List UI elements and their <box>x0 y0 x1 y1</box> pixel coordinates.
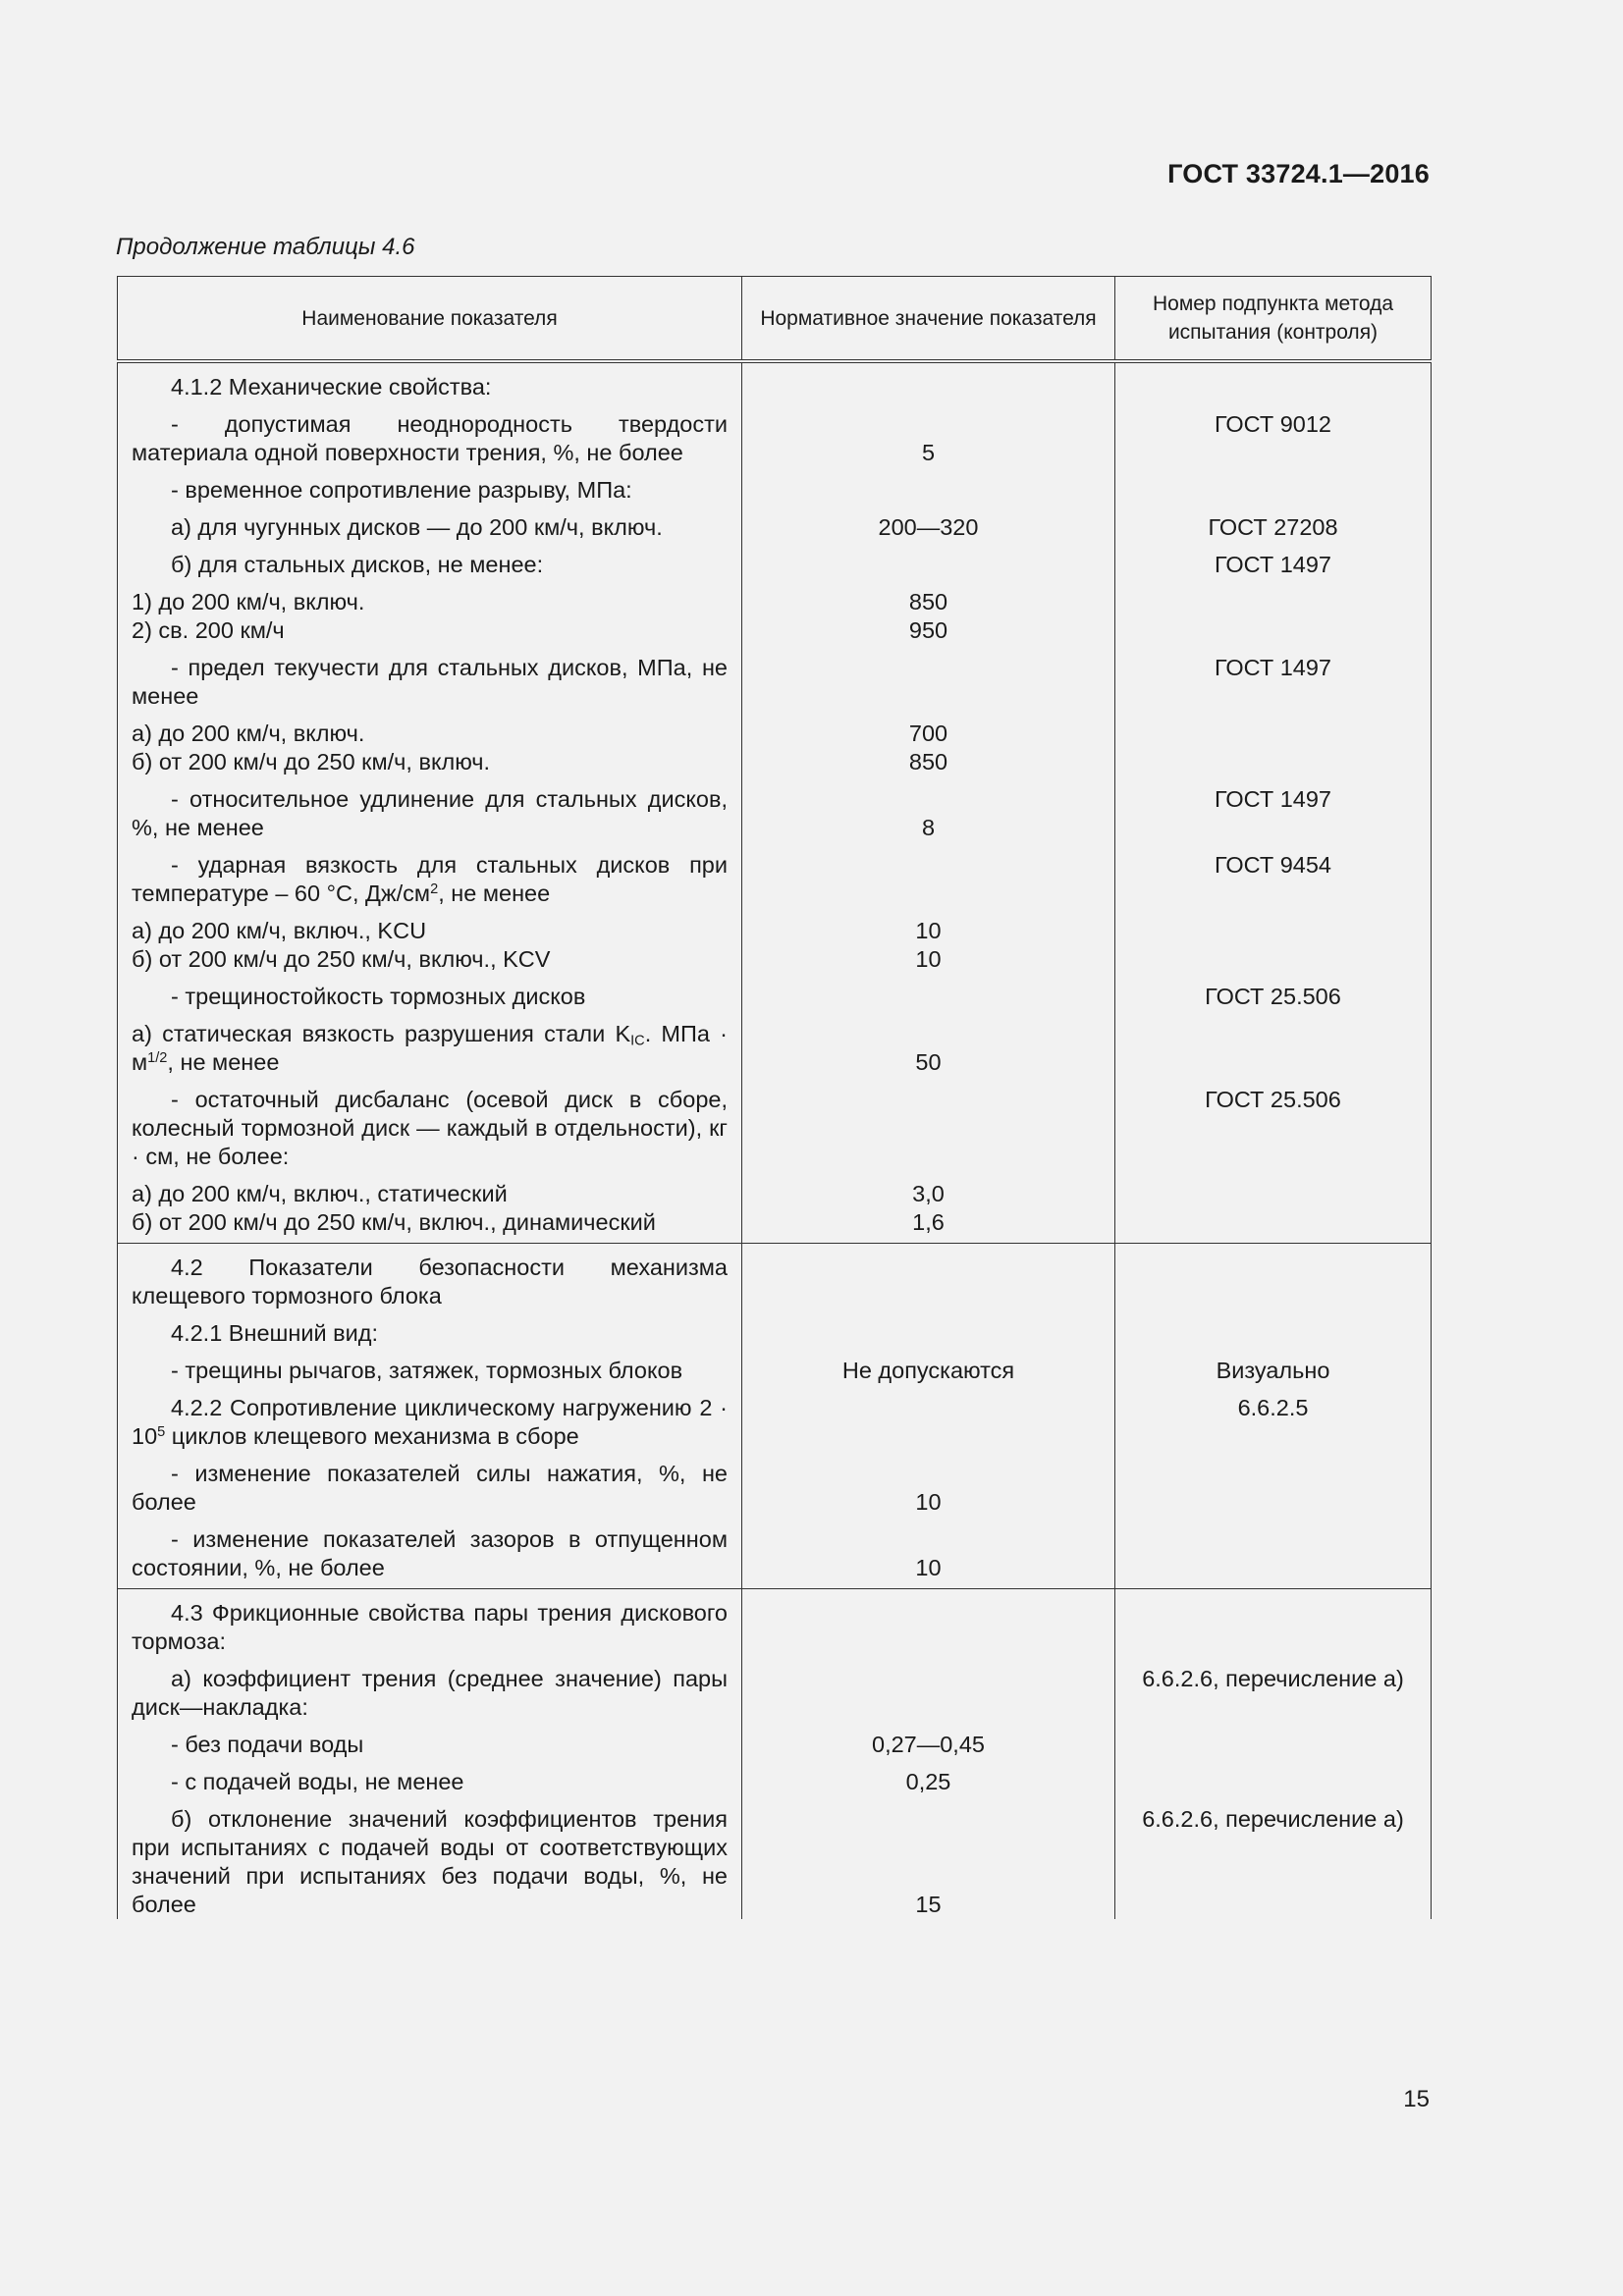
cell-method <box>1115 579 1432 616</box>
table-row <box>118 1011 1432 1077</box>
cell-name: б) для стальных дисков, не менее: <box>118 542 742 579</box>
cell-value: 10 <box>742 1517 1115 1589</box>
column-header-value: Нормативное значение показателя <box>742 277 1115 362</box>
cell-value: 10 <box>742 908 1115 945</box>
cell-method: ГОСТ 9012 <box>1115 401 1432 467</box>
cell-method <box>1115 1759 1432 1796</box>
table-group-4-1-2 <box>118 361 1432 1244</box>
cell-value <box>742 1385 1115 1451</box>
cell-value: 700 <box>742 711 1115 748</box>
cell-value: 1,6 <box>742 1208 1115 1244</box>
column-header-name: Наименование показателя <box>118 277 742 362</box>
table-row <box>118 945 1432 974</box>
cell-method <box>1115 945 1432 974</box>
cell-name: а) до 200 км/ч, включ., статический <box>118 1171 742 1208</box>
cell-name: 4.2 Показатели безопасности механизма клещевого тормозного блока <box>118 1244 742 1311</box>
cell-method <box>1115 1722 1432 1759</box>
cell-method <box>1115 1517 1432 1589</box>
cell-value: 0,25 <box>742 1759 1115 1796</box>
table-row <box>118 1722 1432 1759</box>
table-row <box>118 1171 1432 1208</box>
cell-method <box>1115 1171 1432 1208</box>
cell-method <box>1115 1589 1432 1657</box>
standard-designation: ГОСТ 33724.1—2016 <box>1167 159 1430 188</box>
cell-name: - допустимая неоднородность твердости материала одной поверхности трения, %, не более <box>118 401 742 467</box>
properties-table <box>117 276 1432 1919</box>
cell-value: 0,27—0,45 <box>742 1722 1115 1759</box>
cell-name: - изменение показателей силы нажатия, %, не более <box>118 1451 742 1517</box>
cell-name: 1) до 200 км/ч, включ. <box>118 579 742 616</box>
cell-name: б) от 200 км/ч до 250 км/ч, включ. <box>118 748 742 776</box>
table-row <box>118 467 1432 505</box>
table-row <box>118 1077 1432 1171</box>
cell-name: - с подачей воды, не менее <box>118 1759 742 1796</box>
table-row <box>118 1656 1432 1722</box>
cell-method <box>1115 1310 1432 1348</box>
cell-value: 50 <box>742 1011 1115 1077</box>
table-row <box>118 645 1432 711</box>
cell-name: 4.3 Фрикционные свойства пары трения дискового тормоза: <box>118 1589 742 1657</box>
cell-value: 950 <box>742 616 1115 645</box>
cell-name: - остаточный дисбаланс (осевой диск в сборе, колесный тормозной диск — каждый в отдельности), кг · см, не более: <box>118 1077 742 1171</box>
table-row <box>118 1310 1432 1348</box>
cell-value: 8 <box>742 776 1115 842</box>
cell-name: - предел текучести для стальных дисков, МПа, не менее <box>118 645 742 711</box>
table-row <box>118 505 1432 542</box>
table-row <box>118 542 1432 579</box>
cell-name: б) отклонение значений коэффициентов трения при испытаниях с подачей воды от соответствующих значений при испытаниях без подачи воды, %, не более <box>118 1796 742 1919</box>
cell-name: - трещины рычагов, затяжек, тормозных блоков <box>118 1348 742 1385</box>
cell-value <box>742 974 1115 1011</box>
table-row <box>118 974 1432 1011</box>
cell-value: 850 <box>742 748 1115 776</box>
cell-method <box>1115 748 1432 776</box>
table-row <box>118 748 1432 776</box>
cell-method: Визуально <box>1115 1348 1432 1385</box>
table-caption: Продолжение таблицы 4.6 <box>116 234 415 260</box>
cell-value: 850 <box>742 579 1115 616</box>
cell-method <box>1115 711 1432 748</box>
cell-method: ГОСТ 1497 <box>1115 542 1432 579</box>
cell-value <box>742 1077 1115 1171</box>
column-header-method: Номер подпункта метода испытания (контроля) <box>1115 277 1432 362</box>
table-row <box>118 579 1432 616</box>
cell-value: 10 <box>742 945 1115 974</box>
cell-value: 15 <box>742 1796 1115 1919</box>
cell-name: а) коэффициент трения (среднее значение) пары диск—накладка: <box>118 1656 742 1722</box>
table-row <box>118 1244 1432 1311</box>
table-row <box>118 842 1432 908</box>
cell-method: ГОСТ 1497 <box>1115 645 1432 711</box>
cell-method: 6.6.2.6, перечисление а) <box>1115 1796 1432 1919</box>
cell-name: - временное сопротивление разрыву, МПа: <box>118 467 742 505</box>
cell-method: ГОСТ 9454 <box>1115 842 1432 908</box>
table-header-row <box>118 277 1432 362</box>
cell-method <box>1115 1011 1432 1077</box>
cell-name: 4.2.2 Сопротивление циклическому нагружению $2 \cdot 10^5$ циклов клещевого механизма в сборе <box>118 1385 742 1451</box>
table-row <box>118 908 1432 945</box>
cell-name: а) до 200 км/ч, включ., KCU <box>118 908 742 945</box>
cell-name: - без подачи воды <box>118 1722 742 1759</box>
table-row <box>118 1589 1432 1657</box>
cell-value <box>742 361 1115 401</box>
table-row <box>118 1796 1432 1919</box>
cell-method <box>1115 1451 1432 1517</box>
cell-value <box>742 842 1115 908</box>
table-row <box>118 616 1432 645</box>
cell-name: а) для чугунных дисков — до 200 км/ч, включ. <box>118 505 742 542</box>
cell-value <box>742 467 1115 505</box>
cell-name: а) статическая вязкость разрушения стали $K_{IC}$. МПа · $м^{1/2}$, не менее <box>118 1011 742 1077</box>
table-row <box>118 1517 1432 1589</box>
cell-method: ГОСТ 27208 <box>1115 505 1432 542</box>
cell-value: 10 <box>742 1451 1115 1517</box>
table-row <box>118 401 1432 467</box>
cell-method: 6.6.2.6, перечисление а) <box>1115 1656 1432 1722</box>
page-number: 15 <box>1403 2086 1430 2112</box>
cell-value <box>742 1310 1115 1348</box>
table-row <box>118 1385 1432 1451</box>
cell-value <box>742 1656 1115 1722</box>
cell-name: - относительное удлинение для стальных дисков, %, не менее <box>118 776 742 842</box>
table-row <box>118 361 1432 401</box>
table-row <box>118 1759 1432 1796</box>
cell-value <box>742 645 1115 711</box>
table-group-4-2 <box>118 1244 1432 1589</box>
cell-name: - ударная вязкость для стальных дисков при температуре – 60 °С, $Дж/см^2$, не менее <box>118 842 742 908</box>
table-group-4-3 <box>118 1589 1432 1920</box>
cell-value <box>742 542 1115 579</box>
cell-method <box>1115 1244 1432 1311</box>
cell-method: ГОСТ 1497 <box>1115 776 1432 842</box>
cell-name: 4.1.2 Механические свойства: <box>118 361 742 401</box>
cell-value <box>742 1589 1115 1657</box>
cell-name: - трещиностойкость тормозных дисков <box>118 974 742 1011</box>
cell-method <box>1115 467 1432 505</box>
table-row <box>118 1208 1432 1244</box>
table-row <box>118 711 1432 748</box>
cell-name: б) от 200 км/ч до 250 км/ч, включ., KCV <box>118 945 742 974</box>
cell-name: б) от 200 км/ч до 250 км/ч, включ., динамический <box>118 1208 742 1244</box>
cell-name: а) до 200 км/ч, включ. <box>118 711 742 748</box>
cell-method: ГОСТ 25.506 <box>1115 1077 1432 1171</box>
cell-method <box>1115 908 1432 945</box>
cell-method <box>1115 1208 1432 1244</box>
cell-value: 5 <box>742 401 1115 467</box>
cell-name: 4.2.1 Внешний вид: <box>118 1310 742 1348</box>
cell-method <box>1115 361 1432 401</box>
cell-value: 200—320 <box>742 505 1115 542</box>
cell-value <box>742 1244 1115 1311</box>
cell-value: Не допускаются <box>742 1348 1115 1385</box>
table-row <box>118 1451 1432 1517</box>
cell-method: 6.6.2.5 <box>1115 1385 1432 1451</box>
cell-name: 2) св. 200 км/ч <box>118 616 742 645</box>
table-row <box>118 776 1432 842</box>
cell-method <box>1115 616 1432 645</box>
cell-name: - изменение показателей зазоров в отпущенном состоянии, %, не более <box>118 1517 742 1589</box>
cell-value: 3,0 <box>742 1171 1115 1208</box>
table-row <box>118 1348 1432 1385</box>
cell-method: ГОСТ 25.506 <box>1115 974 1432 1011</box>
